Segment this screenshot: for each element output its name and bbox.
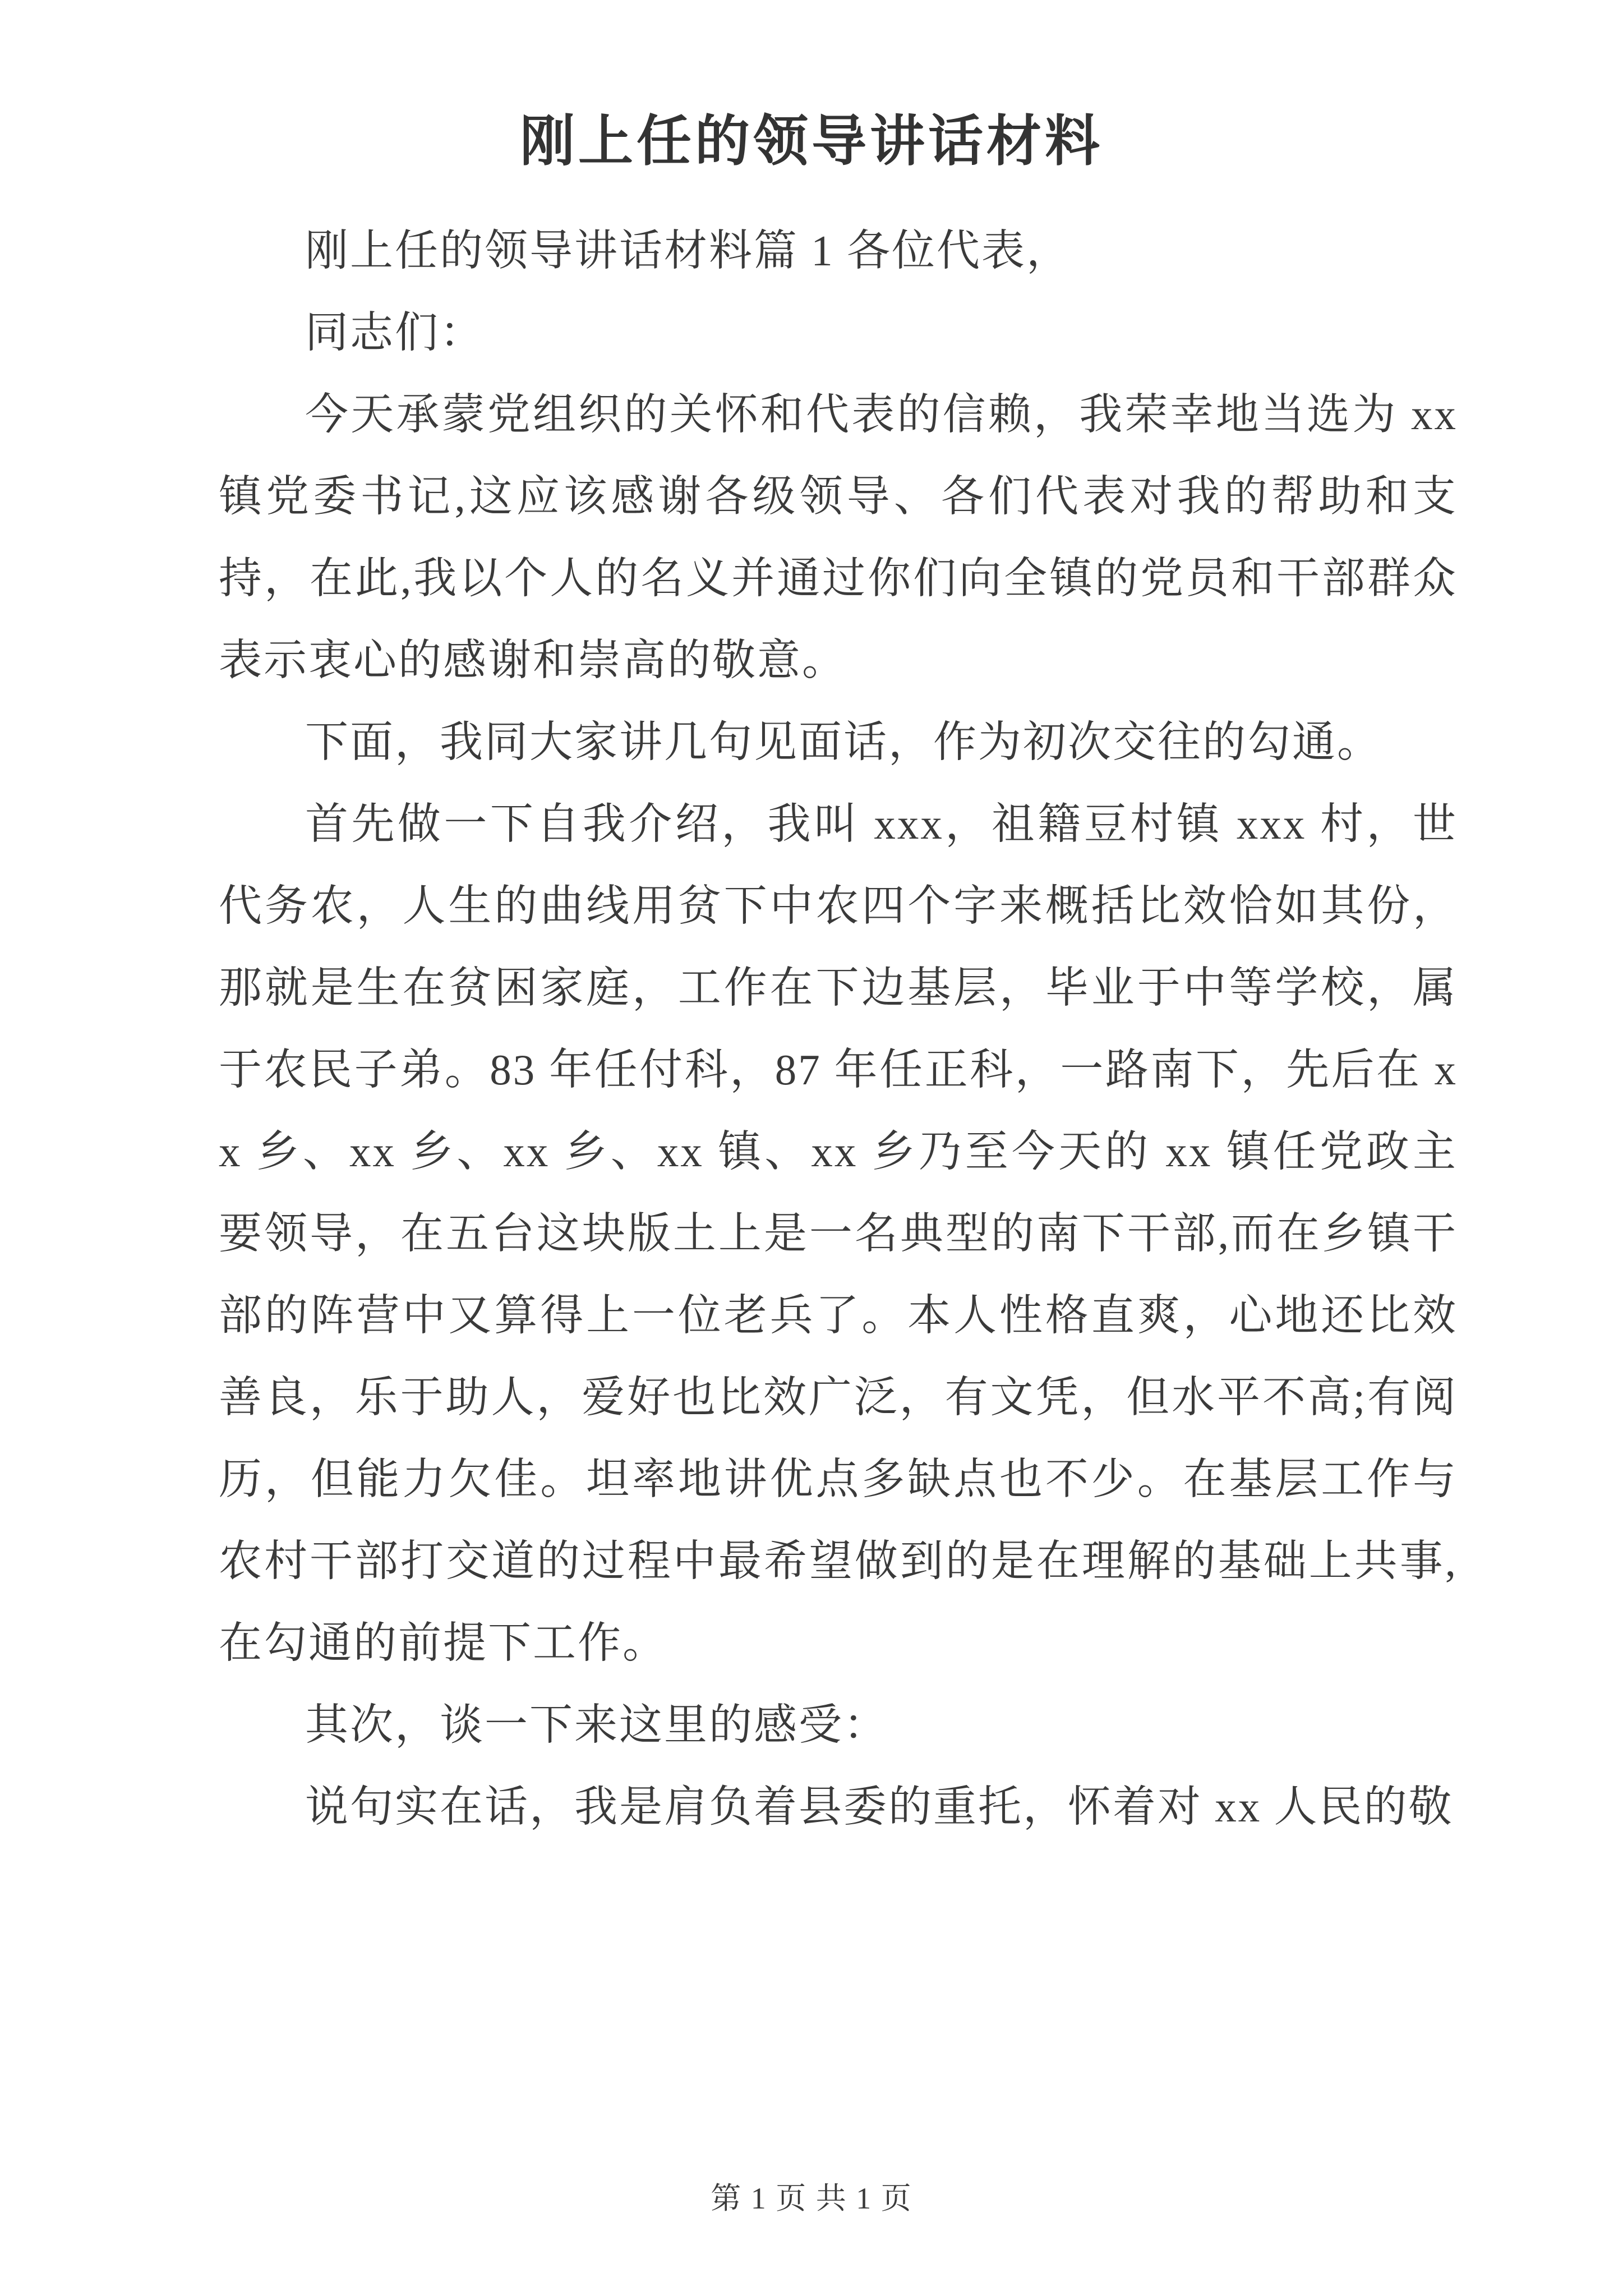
document-title: 刚上任的领导讲话材料: [519, 112, 1103, 172]
paragraph: 下面，我同大家讲几句见面话，作为初次交往的勾通。: [305, 718, 1382, 767]
paragraph: 刚上任的领导讲话材料篇 1 各位代表，: [305, 227, 1071, 275]
paragraph: 其次，谈一下来这里的感受：: [305, 1701, 888, 1750]
paragraph: 同志们：: [305, 309, 485, 357]
paragraph: 首先做一下自我介绍，我叫 xxx，祖籍豆村镇 xxx 村，世代务农，人生的曲线用贫下中农四个字来概括比效恰如其份，那就是生在贫困家庭，工作在下边基层，毕业于中等学校，属于农民子弟。83 年任付科，87 年任正科，一路南下，先后在 xx 乡、xx 乡、xx 乡、xx 镇、xx 乡乃至今天的 xx 镇任党政主要领导，在五台这块版土上是一名典型的南下干部,而在乡镇干部的阵营中又算得上一位老兵了。本人性格直爽，心地还比效善良，乐于助人，爱好也比效广泛，有文凭，但水平不高;有阅历，但能力欠佳。坦率地讲优点多缺点也不少。在基层工作与农村干部打交道的过程中最希望做到的是在理解的基础上共事,在勾通的前提下工作。: [219, 800, 1458, 1668]
paragraph: 今天承蒙党组织的关怀和代表的信赖，我荣幸地当选为 xx 镇党委书记,这应该感谢各级领导、各们代表对我的帮助和支持，在此,我以个人的名义并通过你们向全镇的党员和干部群众表示衷心的感谢和崇高的敬意。: [219, 390, 1458, 685]
page-footer: 第 1 页 共 1 页: [711, 2182, 912, 2215]
document-body: [219, 210, 1458, 2174]
paragraph: 说句实在话，我是肩负着县委的重托，怀着对 xx 人民的敬: [305, 1783, 1454, 1832]
